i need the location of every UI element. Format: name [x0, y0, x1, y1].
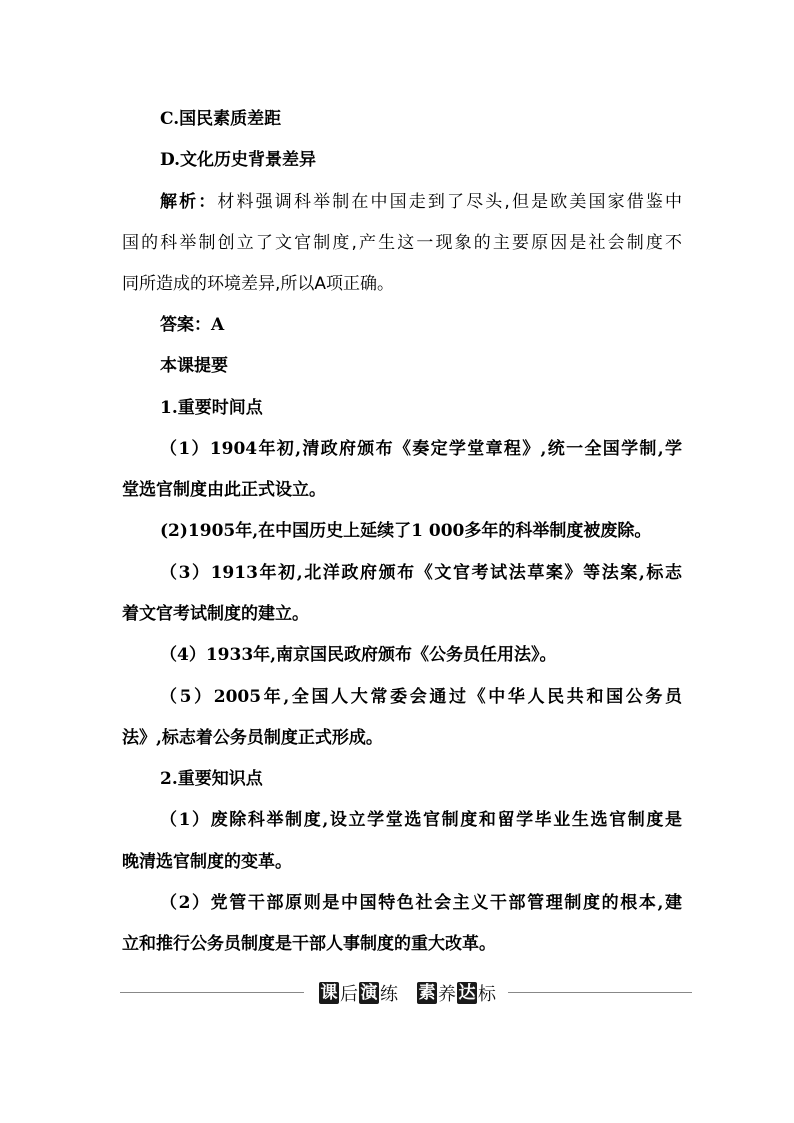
banner-char: 后 — [340, 984, 358, 1005]
analysis-line-2: 国的科举制创立了文官制度,产生这一现象的主要原因是社会制度不 — [122, 233, 682, 253]
analysis-line-1 — [160, 190, 682, 214]
banner-char-boxed: 素 — [418, 983, 436, 1003]
s1-item4: （4）1933年,南京国民政府颁布《公务员任用法》。 — [160, 645, 557, 665]
s1-item5-line2: 法》,标志着公务员制度正式形成。 — [122, 728, 383, 748]
s1-item3-line2: 着文官考试制度的建立。 — [122, 604, 309, 624]
s1-item1-line2: 堂选官制度由此正式设立。 — [122, 480, 326, 500]
banner-group-1 — [318, 980, 398, 1006]
section-divider-banner — [120, 976, 692, 1010]
analysis-line-3: 同所造成的环境差异,所以A项正确。 — [122, 274, 395, 294]
s1-item3-line1: （3）1913年初,北洋政府颁布《文官考试法草案》等法案,标志 — [160, 563, 682, 583]
s1-item5-line1: （5）2005年,全国人大常委会通过《中华人民共和国公务员 — [160, 687, 682, 707]
s2-item1-line2: 晚清选官制度的变革。 — [122, 852, 292, 872]
summary-title: 本课提要 — [160, 356, 228, 376]
banner-char-boxed: 演 — [360, 983, 378, 1003]
s1-item2: (2)1905年,在中国历史上延续了1 000多年的科举制度被废除。 — [160, 521, 652, 541]
divider-line-left — [120, 992, 304, 993]
s2-item2-line1: （2）党管干部原则是中国特色社会主义干部管理制度的根本,建 — [160, 893, 682, 913]
analysis-text-1: 材料强调科举制在中国走到了尽头,但是欧美国家借鉴中 — [217, 192, 683, 212]
section1-heading: 1.重要时间点 — [160, 398, 263, 418]
banner-char-boxed: 达 — [458, 983, 476, 1003]
section2-heading: 2.重要知识点 — [160, 769, 263, 789]
banner-char-boxed: 课 — [320, 983, 338, 1003]
banner-char: 养 — [438, 984, 456, 1005]
banner-group-2 — [416, 980, 496, 1006]
option-c: C.国民素质差距 — [160, 109, 282, 129]
s1-item1-line1: （1）1904年初,清政府颁布《奏定学堂章程》,统一全国学制,学 — [160, 439, 682, 459]
divider-line-right — [508, 992, 692, 993]
banner-char: 标 — [478, 984, 496, 1005]
s2-item1-line1: （1）废除科举制度,设立学堂选官制度和留学毕业生选官制度是 — [160, 810, 682, 830]
banner-label — [314, 978, 500, 1008]
s2-item2-line2: 立和推行公务员制度是干部人事制度的重大改革。 — [122, 934, 496, 954]
option-d: D.文化历史背景差异 — [160, 150, 317, 170]
banner-char: 练 — [380, 984, 398, 1005]
answer: 答案：A — [160, 315, 225, 335]
analysis-label: 解析： — [160, 192, 218, 212]
